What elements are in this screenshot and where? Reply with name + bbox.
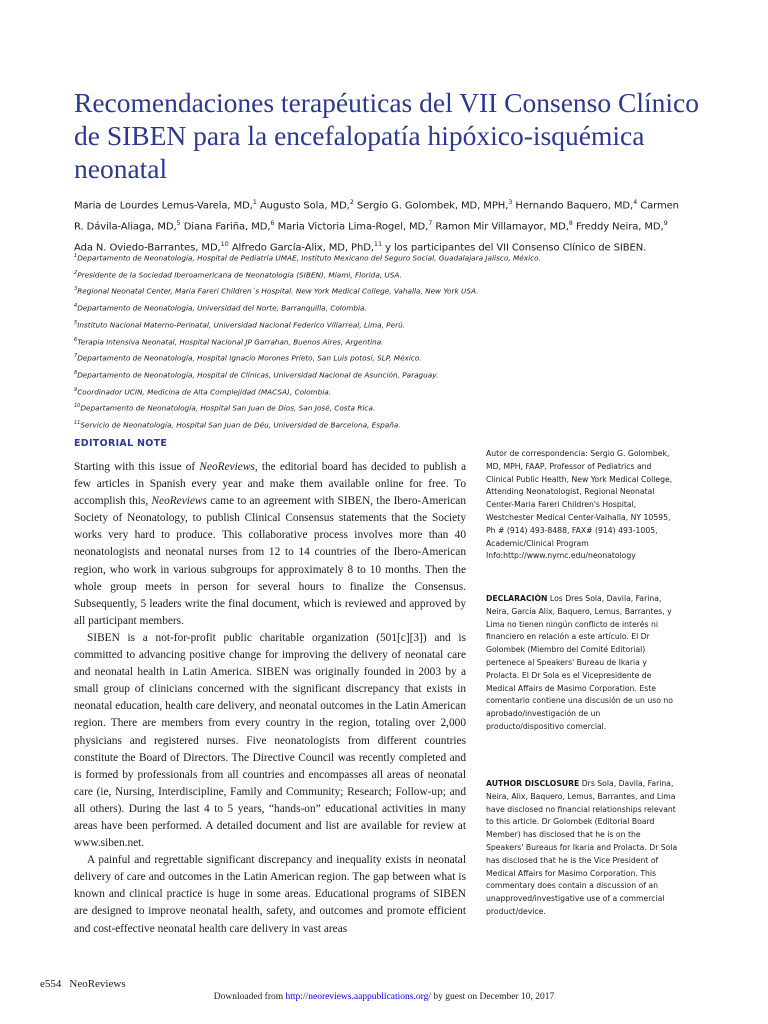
author: Augusto Sola, MD, xyxy=(259,200,350,212)
author: Alfredo García-Alix, MD, PhD, xyxy=(231,241,374,253)
affiliation: $^2$Presidente de la Sociedad Iberoamericana de Neonatología (SIBEN), Miami, Florida, USA. xyxy=(74,269,402,280)
paragraph: A painful and regrettable significant discrepancy and inequality exists in neonatal delivery of care and outcomes in the Latin American region. The gap between what is known and clinical practice is huge in some areas. Educational programs of SIBEN are designed to improve neonatal health, safety, and outcomes and promote efficient and cost-effective neonatal health care delivery in vast areas xyxy=(74,854,466,935)
authors-tail: y los participantes del VII Consenso Clínico de SIBEN. xyxy=(385,241,647,253)
page-number: e554 xyxy=(40,978,62,990)
author-sup: 2 xyxy=(349,198,354,206)
author-sup: 3 xyxy=(508,198,513,206)
author: Freddy Neira, MD, xyxy=(575,221,664,233)
disclosure-note: AUTHOR DISCLOSURE Drs Sola, Davila, Farina, Neira, Alix, Baquero, Lemus, Barrantes, and Lima have disclosed no financial relationships relevant to this article. Dr Golombek (Editorial Board Member) has disclosed that he is on the Speakers' Bureaus for Ikaria and Prolacta. Dr Sola has disclosed that he is the Vice President of Medical Affairs for Masimo Corporation. This commentary does contain a discussion of an unapproved/investigative use of a commercial product/device. xyxy=(486,779,678,916)
affiliation: $^6$Terapia Intensiva Neonatal, Hospital Nacional JP Garrahan, Buenos Aires, Argentina. xyxy=(74,336,384,347)
author-sup: 8 xyxy=(568,218,573,227)
article-title: Recomendaciones terapéuticas del VII Consenso Clínico de SIBEN para la encefalopatía hipóxico-isquémica neonatal xyxy=(74,87,699,184)
declaration-note: DECLARACIÓN Los Dres Sola, Davila, Farina, Neira, García Alix, Baquero, Lemus, Barrantes, y Lima no tienen ningún conflicto de interés ni financiero en relación a este artículo. El Dr Golombek (Miembro del Comité Editorial) pertenece al Speakers' Bureau de Ikaria y Prolacta. El Dr Sola es el Vicepresidente de Medical Affairs de Masimo Corporation. Este comentario contiene una discusión de un uso no aprobado/investigación de un producto/dispositivo comercial. xyxy=(486,594,673,731)
author: Maria Victoria Lima-Rogel, MD, xyxy=(277,221,429,233)
affiliation: $^3$Regional Neonatal Center, Maria Fareri Children´s Hospital. New York Medical College, Vahalla, New York USA. xyxy=(74,286,479,296)
affiliation: $^{11}$Servicio de Neonatología, Hospital San Juan de Déu, Universidad de Barcelona, España. xyxy=(74,420,401,430)
author-sup: 6 xyxy=(270,218,275,227)
author: Sergio G. Golombek, MD, MPH, xyxy=(356,200,509,212)
author-sup: 7 xyxy=(428,218,433,227)
section-heading: EDITORIAL NOTE xyxy=(74,438,168,449)
page-footer xyxy=(40,978,126,990)
author-sup: 10 xyxy=(220,239,229,248)
affiliation: $^1$Departamento de Neonatología, Hospital de Pediatría UMAE, Instituto Mexicano del Seguro Social, Guadalajara Jalisco, México. xyxy=(74,253,541,263)
affiliations xyxy=(74,249,694,433)
affiliation: $^4$Departamento de Neonatología, Universidad del Norte, Barranquilla, Colombia. xyxy=(74,303,367,313)
author: Diana Fariña, MD, xyxy=(183,221,271,233)
author: Ramon Mir Villamayor, MD, xyxy=(435,221,569,233)
affiliation: $^9$Coordinador UCIN, Medicina de Alta Complejidad (MACSA), Colombia. xyxy=(74,386,332,397)
paragraph: Starting with this issue of NeoReviews, the editorial board has decided to publish a few articles in Spanish every year and make them available online for free. To accomplish this, NeoReviews came to an agreement with SIBEN, the Ibero-American Society of Neonatology, to publish Clinical Consensus statements that the Society works very hard to produce. This collaborative process involves more than 40 neonatologists and neonatal nurses from 12 to 14 countries of the Ibero-American region, who work in various subgroups for approximately 8 to 10 months. Then the whole group meets in person for several hours to finalize the Consensus. Subsequently, 5 leaders write the final document, which is reviewed and approved by all participant members. xyxy=(74,461,467,627)
journal-name: NeoReviews xyxy=(69,978,126,990)
editorial-body xyxy=(74,459,466,938)
author: Ada N. Oviedo-Barrantes, MD, xyxy=(74,241,221,253)
affiliation: $^8$Departamento de Neonatología, Hospital de Clínicas, Universidad Nacional de Asunción, Paraguay. xyxy=(74,370,439,380)
download-link[interactable]: http://neoreviews.aappublications.org/ xyxy=(285,992,431,1002)
author-sup: 5 xyxy=(176,218,181,227)
author-sup: 9 xyxy=(663,218,668,227)
author-list xyxy=(74,194,686,256)
declaration-label: DECLARACIÓN xyxy=(486,594,548,603)
author-sup: 1 xyxy=(252,198,257,206)
paragraph: SIBEN is a not-for-profit public charitable organization (501[c][3]) and is committed to advancing positive change for improving the delivery of neonatal care and neonatal health in Latin America. SIBEN was originally founded in 2003 by a small group of clinicians concerned with the significant discrepancy that exists in neonatal education, health care delivery, and neonatal outcomes in the Latin American region. There are members from every country in the region, totaling over 2,000 physicians and registered nurses. Five neonatologists from different countries constitute the Board of Directors. The Directive Council was recently completed and is formed by professionals from all countries and encompasses all areas of neonatal care (ie, Nursing, Interdiscipline, Family and Community; Research; Follow-up; and all others). During the last 4 to 5 years, “hands-on” educational activities in many areas have been performed. A detailed document and list are available for review at www.siben.net. xyxy=(74,631,466,850)
affiliation: $^7$Departamento de Neonatología, Hospital Ignacio Morones Prieto, San Luis potosí, SLP, México. xyxy=(74,353,422,363)
affiliation: $^{10}$Departamento de Neonatología, Hospital San Juan de Dios, San José, Costa Rica. xyxy=(74,403,376,413)
disclosure-label: AUTHOR DISCLOSURE xyxy=(486,779,580,788)
author-sup: 4 xyxy=(633,198,638,206)
download-line: Downloaded from http://neoreviews.aappublications.org/ by guest on December 10, 2017 xyxy=(213,992,555,1002)
author: Hernando Baquero, MD, xyxy=(515,200,634,212)
affiliation: $^5$Instituto Nacional Materno-Perinatal, Universidad Nacional Federico Villarreal, Lima, Perú. xyxy=(74,319,406,330)
author-sup: 11 xyxy=(373,239,382,248)
correspondence-note: Autor de correspondencia: Sergio G. Golombek, MD, MPH, FAAP, Professor of Pediatrics and Clinical Public Health, New York Medical College, Attending Neonatologist, Regional Neonatal Center-Maria Fareri Children's Hospital, Westchester Medical Center-Valhalla, NY 10595, Ph # (914) 493-8488, FAX# (914) 493-1005, Academic/Clinical Program Info:http://www.nymc.edu/neonatology xyxy=(486,449,673,561)
author: Maria de Lourdes Lemus-Varela, MD, xyxy=(74,200,253,212)
author: Carmen R. Dávila-Aliaga, MD, xyxy=(74,200,679,233)
